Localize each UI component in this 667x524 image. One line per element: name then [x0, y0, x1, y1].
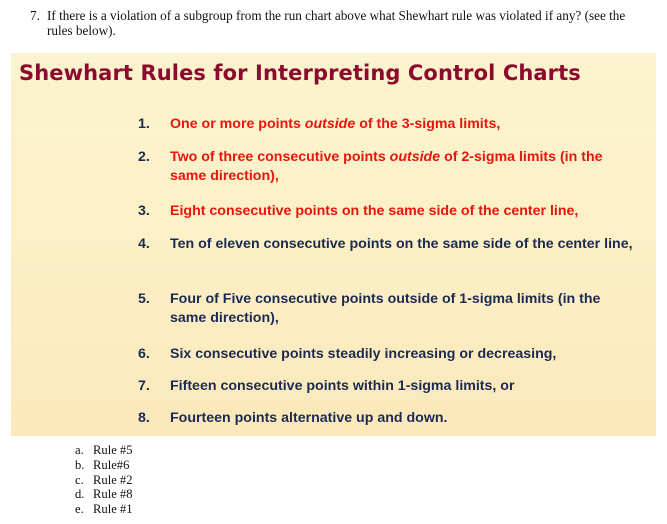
rule-number: 4. [138, 236, 150, 252]
answer-letter: e. [75, 502, 84, 517]
answer-text: Rule#6 [93, 457, 130, 472]
answer-text: Rule #8 [93, 487, 133, 502]
rule-text: Fifteen consecutive points within 1-sigma limits, or [170, 378, 515, 394]
answer-letter: b. [75, 457, 85, 472]
rule-number: 2. [138, 149, 150, 165]
shewhart-rules-panel [11, 53, 656, 436]
answer-text: Rule #1 [93, 502, 133, 517]
rule-text: Six consecutive points steadily increasing or decreasing, [170, 346, 557, 362]
question-number: 7. [30, 8, 40, 23]
answer-letter: d. [75, 487, 85, 502]
rule-number: 8. [138, 410, 150, 426]
rule-number: 5. [138, 291, 150, 307]
answer-text: Rule #5 [93, 443, 133, 457]
rule-text: Ten of eleven consecutive points on the same side of the center line, [170, 236, 633, 252]
rule-number: 3. [138, 203, 150, 219]
rule-text: Eight consecutive points on the same side of the center line, [170, 203, 579, 219]
rule-text: Two of three consecutive points outside of 2-sigma limits (in the same direction), [170, 149, 603, 184]
rule-number: 1. [138, 116, 150, 132]
rule-text: One or more points outside of the 3-sigma limits, [170, 116, 501, 132]
answer-letter: a. [75, 443, 84, 457]
question-text: If there is a violation of a subgroup from the run chart above what Shewhart rule was violated if any? (see the rules below). [47, 8, 626, 38]
rule-number: 6. [138, 346, 150, 362]
rule-number: 7. [138, 378, 150, 394]
answer-text: Rule #2 [93, 472, 133, 487]
panel-title: Shewhart Rules for Interpreting Control Charts [19, 61, 581, 85]
rule-text: Fourteen points alternative up and down. [170, 410, 448, 426]
rule-text: Four of Five consecutive points outside of 1-sigma limits (in the same direction), [170, 291, 601, 326]
answer-letter: c. [75, 472, 84, 487]
